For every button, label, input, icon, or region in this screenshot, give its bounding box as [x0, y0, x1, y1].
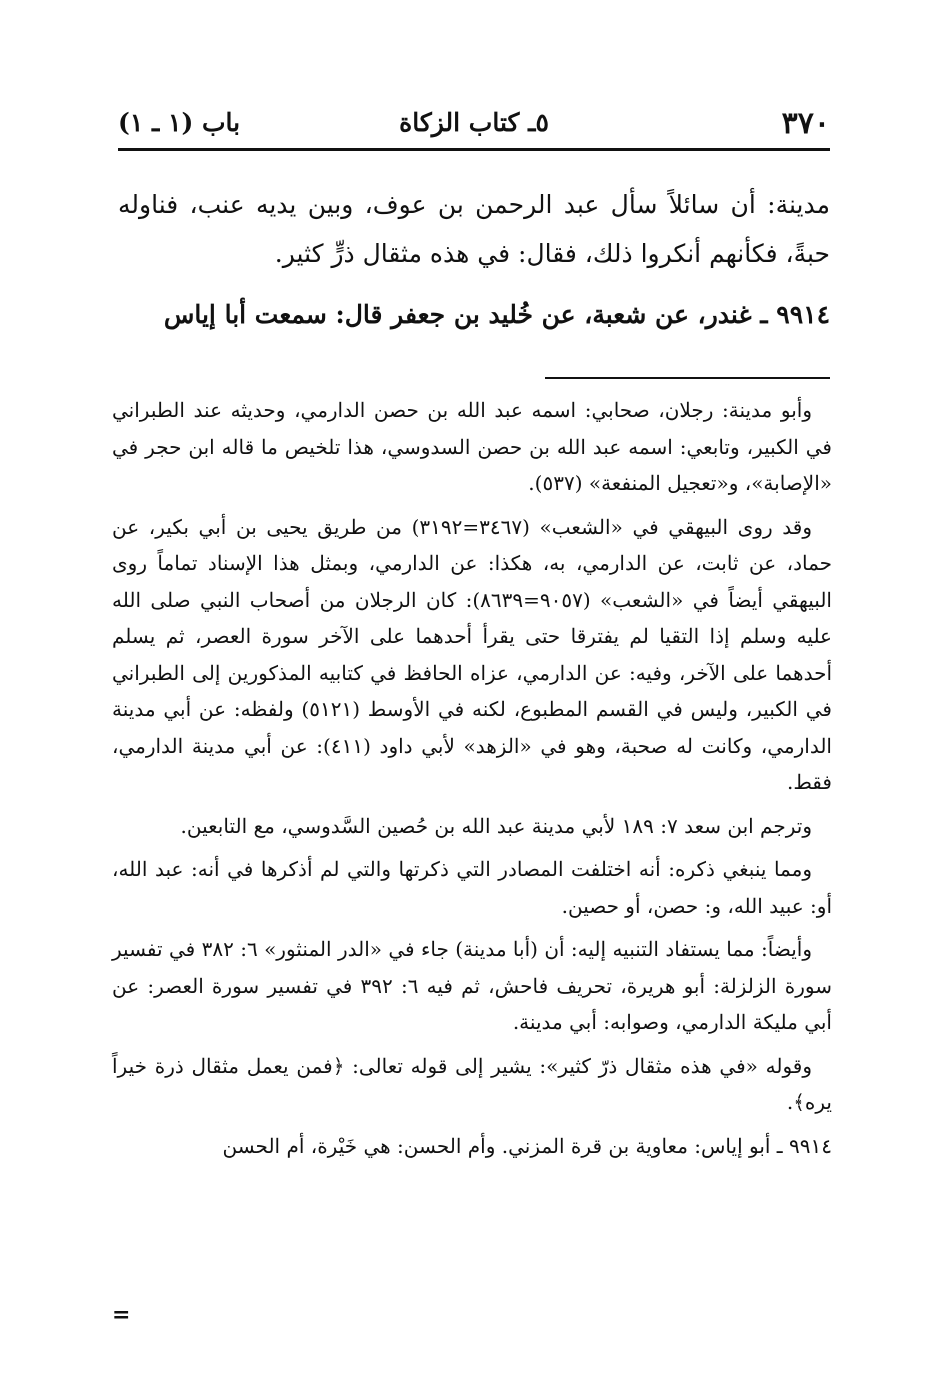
footnote-paragraph: وترجم ابن سعد ٧: ١٨٩ لأبي مدينة عبد الله بن حُصين السَّدوسي، مع التابعين. — [180, 813, 812, 838]
footnote-paragraph: وقوله «في هذه مثقال ذرّ كثير»: يشير إلى قوله تعالى: ﴿فمن يعمل مثقال ذرة خيراً يره﴾. — [112, 1053, 832, 1114]
footnotes — [112, 392, 832, 1171]
chapter-label: باب (١ ـ ١) — [118, 108, 241, 137]
hadith-paragraph — [118, 290, 830, 339]
footnote-paragraph: وقد روى البيهقي في «الشعب» (٣٤٦٧=٣١٩٢) من طريق يحيى بن أبي بكير، عن حماد، عن ثابت، عن الدارمي، به، هكذا: عن الدارمي، وبمثل هذا الإسناد تماماً روى البيهقي أيضاً في «الشعب» (٩٠٥٧=٨٦٣٩): كان الرجلان من أصحاب النبي صلى الله عليه وسلم إذا التقيا لم يفترقا حتى يقرأ أحدهما على الآخر سورة العصر، ثم يسلم أحدهما على الآخر، وفيه: عن الدارمي، عزاه الحافظ في كتابيه المذكورين إلى الطبراني في الكبير، وليس في القسم المطبوع، لكنه في الأوسط (٥١٢١) ولفظه: عن أبي مدينة الدارمي، وكانت له صحبة، وهو في «الزهد» لأبي داود (٤١١): عن أبي مدينة الدارمي، فقط. — [112, 514, 832, 794]
header-rule — [118, 148, 830, 151]
page-number: ٣٧٠ — [781, 106, 830, 141]
main-text — [118, 180, 830, 339]
footnote-paragraph: وأيضاً: مما يستفاد التنبيه إليه: أن (أبا مدينة) جاء في «الدر المنثور» ٦: ٣٨٢ في تفسير سورة الزلزلة: أبو هريرة، تحريف فاحش، ثم فيه ٦: ٣٩٢ في تفسير سورة العصر: عن أبي مليكة الدارمي، وصوابه: أبي مدينة. — [112, 937, 832, 1034]
footnote-paragraph: وأبو مدينة: رجلان، صحابي: اسمه عبد الله بن حصن الدارمي، وحديثه عند الطبراني في الكبير، وتابعي: اسمه عبد الله بن حصن السدوسي، هذا تلخيص ما قاله ابن حجر في «الإصابة»، و«تعجيل المنفعة» (٥٣٧). — [112, 398, 832, 495]
hadith-text: غندر، عن شعبة، عن خُليد بن جعفر قال: سمعت أبا إياس — [163, 300, 761, 329]
main-paragraph: مدينة: أن سائلاً سأل عبد الرحمن بن عوف، وبين يديه عنب، فناوله حبةً، فكأنهم أنكروا ذلك، فقال: في هذه مثقال ذرٍّ كثير. — [118, 190, 830, 268]
page-header — [118, 100, 830, 148]
book-title: ٥ـ كتاب الزكاة — [399, 108, 549, 137]
footnote-separator — [545, 377, 830, 379]
footnote-paragraph: ٩٩١٤ ـ أبو إياس: معاوية بن قرة المزني. وأم الحسن: هي خَيْرة، أم الحسن — [222, 1133, 832, 1158]
footnote-paragraph: ومما ينبغي ذكره: أنه اختلفت المصادر التي ذكرتها والتي لم أذكرها في أنه: عبد الله، أو: عبيد الله، و: حصن، أو حصين. — [112, 857, 832, 918]
hadith-number: ٩٩١٤ ـ — [760, 300, 830, 329]
continuation-mark: = — [112, 1302, 131, 1328]
